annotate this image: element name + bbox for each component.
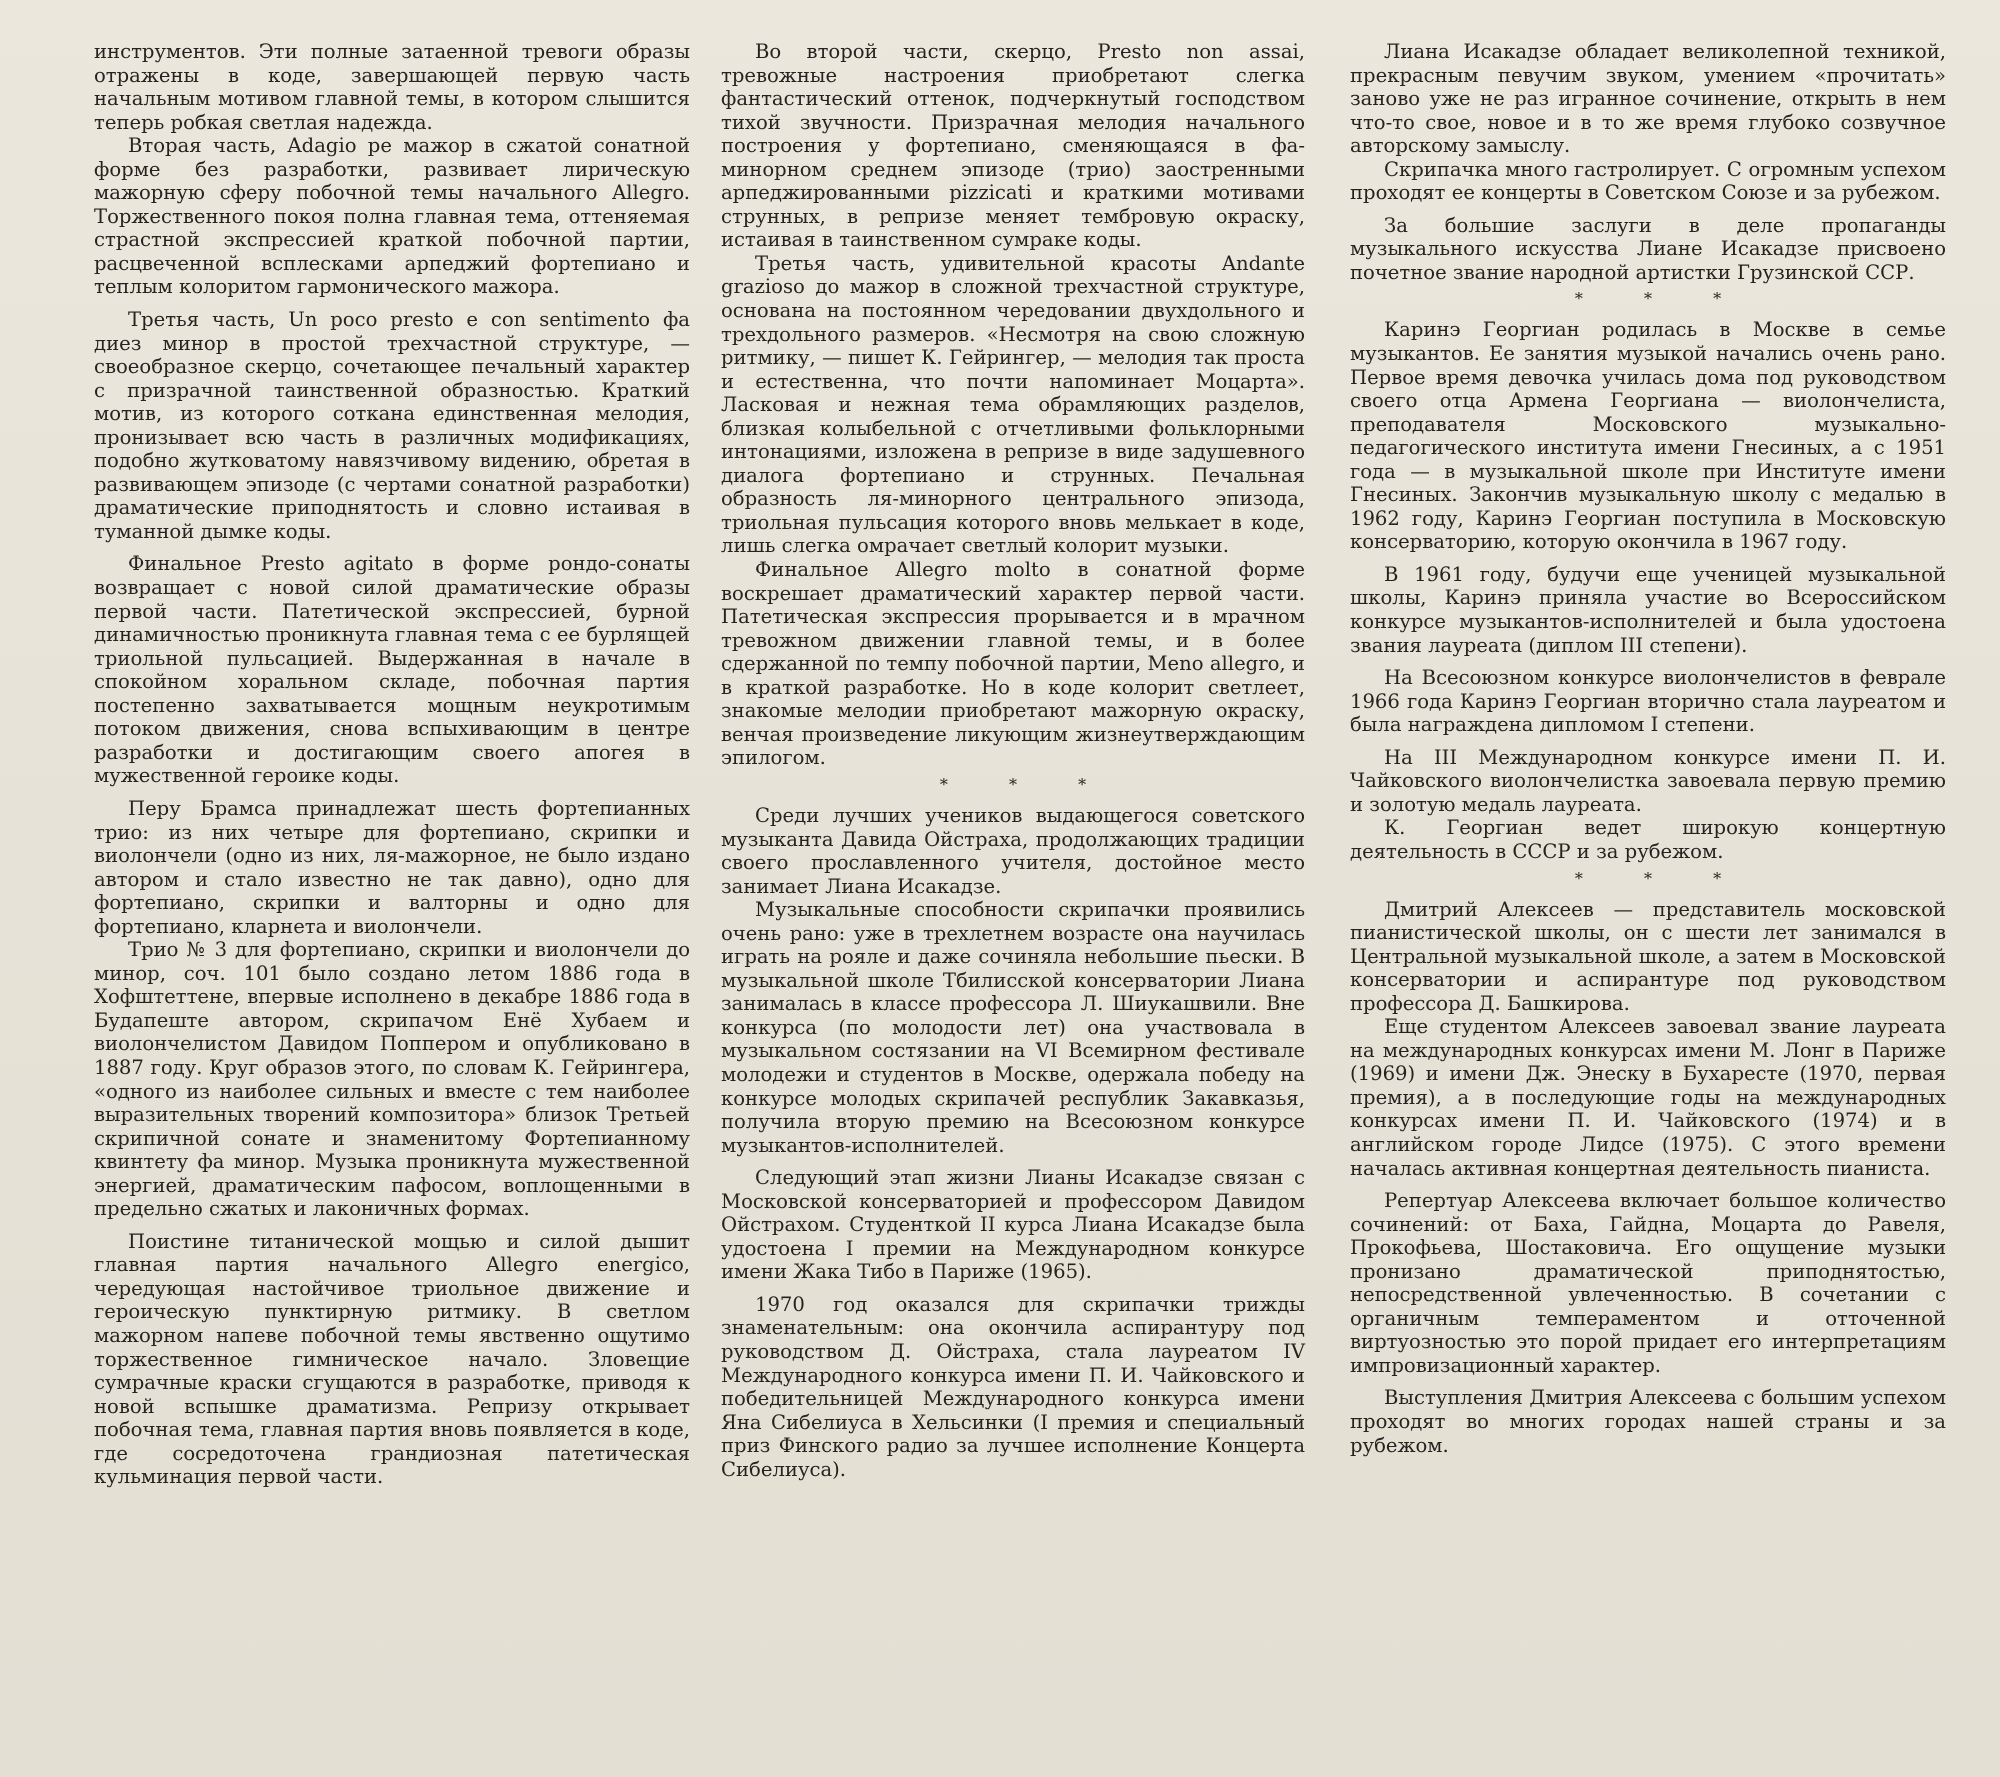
paragraph: На III Международном конкурсе имени П. И. Чайковского виолончелистка завоевала первую премию и золотую медаль лауреата. <box>1350 745 1946 816</box>
paragraph: Третья часть, удивительной красоты Andante grazioso до мажор в сложной трехчастной структуре, основана на постоянном чередовании двухдольного и трехдольного размеров. «Несмотря на свою сложную ритмику, — пишет К. Гейрингер, — мелодия так проста и естественна, что почти напоминает Моцарта». Ласковая и нежная тема обрамляющих разделов, близкая колыбельной с отчетливыми фольклорными интонациями, изложена в репризе в виде задушевного диалога фортепиано и струнных. Печальная образность ля-минорного центрального эпизода, триольная пульсация которого вновь мелькает в коде, лишь слегка омрачает светлый колорит музыки. <box>721 251 1305 558</box>
paragraph: Дмитрий Алексеев — представитель московской пианистической школы, он с шести лет занимался в Центральной музыкальной школе, а затем в Московской консерватории и аспирантуре под руководством профессора Д. Башкирова. <box>1350 897 1946 1015</box>
paragraph: Скрипачка много гастролирует. С огромным успехом проходят ее концерты в Советском Союзе и за рубежом. <box>1350 157 1946 205</box>
text-column-right <box>1350 40 1946 1457</box>
paragraph: Поистине титанической мощью и силой дышит главная партия начального Allegro energico, чередующая настойчивое триольное движение и героическую пунктирную ритмику. В светлом мажорном напеве побочной темы явственно ощутимо торжественное гимническое начало. Зловещие сумрачные краски сгущаются в разработке, приводя к новой вспышке драматизма. Репризу открывает побочная тема, главная партия вновь появляется в коде, где сосредоточена грандиозная патетическая кульминация первой части. <box>94 1229 690 1489</box>
paragraph: Следующий этап жизни Лианы Исакадзе связан с Московской консерваторией и профессором Давидом Ойстрахом. Студенткой II курса Лиана Исакадзе была удостоена I премии на Международном конкурсе имени Жака Тибо в Париже (1965). <box>721 1166 1305 1284</box>
paragraph: Трио № 3 для фортепиано, скрипки и виолончели до минор, соч. 101 было создано летом 1886 года в Хофштеттене, впервые исполнено в декабре 1886 года в Будапеште автором, скрипачом Енё Хубаем и виолончелистом Давидом Поппером и опубликовано в 1887 году. Круг образов этого, по словам К. Гейрингера, «одного из наиболее сильных и вместе с тем наиболее выразительных творений композитора» близок Третьей скрипичной сонате и знаменитому Фортепианному квинтету фа минор. Музыка проникнута мужественной энергией, драматическим пафосом, воплощенными в предельно сжатых и лаконичных формах. <box>94 938 690 1221</box>
paragraph: Репертуар Алексеева включает большое количество сочинений: от Баха, Гайдна, Моцарта до Равеля, Прокофьева, Шостаковича. Его ощущение музыки пронизано драматической приподнятостью, непосредственной увлеченностью. В сочетании с органичным темпераментом и отточенной виртуозностью это порой придает его интерпретациям импровизационный характер. <box>1350 1189 1946 1377</box>
section-separator: * * * <box>1574 868 1750 888</box>
section-separator: * * * <box>1574 289 1750 309</box>
paragraph: Среди лучших учеников выдающегося советского музыканта Давида Ойстраха, продолжающих традиции своего прославленного учителя, достойное место занимает Лиана Исакадзе. <box>721 803 1305 898</box>
paragraph: В 1961 году, будучи еще ученицей музыкальной школы, Каринэ приняла участие во Всероссийском конкурсе музыкантов-исполнителей и была удостоена звания лауреата (диплом III степени). <box>1350 562 1946 657</box>
paragraph: За большие заслуги в деле пропаганды музыкального искусства Лиане Исакадзе присвоено почетное звание народной артистки Грузинской ССР. <box>1350 213 1946 284</box>
paragraph: Каринэ Георгиан родилась в Москве в семье музыкантов. Ее занятия музыкой начались очень рано. Первое время девочка училась дома под руководством своего отца Армена Георгиана — виолончелиста, преподавателя Московского музыкально-педагогического института имени Гнесиных, а с 1951 года — в музыкальной школе при Институте имени Гнесиных. Закончив музыкальную школу с медалью в 1962 году, Каринэ Георгиан поступила в Московскую консерваторию, которую окончила в 1967 году. <box>1350 318 1946 554</box>
text-column-left <box>94 40 690 1489</box>
paragraph: 1970 год оказался для скрипачки трижды знаменательным: она окончила аспирантуру под руководством Д. Ойстраха, стала лауреатом IV Международного конкурса имени П. И. Чайковского и победительницей Международного конкурса имени Яна Сибелиуса в Хельсинки (I премия и специальный приз Финского радио за лучшее исполнение Концерта Сибелиуса). <box>721 1292 1305 1481</box>
paragraph: К. Георгиан ведет широкую концертную деятельность в СССР и за рубежом. <box>1350 816 1946 863</box>
paragraph: Финальное Presto agitato в форме рондо-сонаты возвращает с новой силой драматические образы первой части. Патетической экспрессией, бурной динамичностью проникнута главная тема с ее бурлящей триольной пульсацией. Выдержанная в начале в спокойном хоральном складе, побочная партия постепенно захватывается мощным неукротимым потоком движения, снова вспыхивающим в центре разработки и достигающим своего апогея в мужественной героике коды. <box>94 552 690 788</box>
paragraph: Перу Брамса принадлежат шесть фортепианных трио: из них четыре для фортепиано, скрипки и виолончели (одно из них, ля-мажорное, не было издано автором и стало известно не так давно), одно для фортепиано, скрипки и валторны и одно для фортепиано, кларнета и виолончели. <box>94 796 690 938</box>
paragraph: Выступления Дмитрия Алексеева с большим успехом проходят во многих городах нашей страны и за рубежом. <box>1350 1386 1946 1457</box>
paragraph: инструментов. Эти полные затаенной тревоги образы отражены в коде, завершающей первую часть начальным мотивом главной темы, в котором слышится теперь робкая светлая надежда. <box>94 40 690 134</box>
paragraph: На Всесоюзном конкурсе виолончелистов в феврале 1966 года Каринэ Георгиан вторично стала лауреатом и была награждена дипломом I степени. <box>1350 666 1946 737</box>
paragraph: Еще студентом Алексеев завоевал звание лауреата на международных конкурсах имени М. Лонг в Париже (1969) и имени Дж. Энеску в Бухаресте (1970, первая премия), а в последующие годы на международных конкурсах имени П. И. Чайковского (1974) и в английском городе Лидсе (1975). С этого времени началась активная концертная деятельность пианиста. <box>1350 1015 1946 1180</box>
paragraph: Лиана Исакадзе обладает великолепной техникой, прекрасным певучим звуком, умением «прочитать» заново уже не раз игранное сочинение, открыть в нем что-то свое, новое и в то же время глубоко созвучное авторскому замыслу. <box>1350 40 1946 158</box>
section-separator: * * * <box>939 774 1115 794</box>
paragraph: Финальное Allegro molto в сонатной форме воскрешает драматический характер первой части. Патетическая экспрессия прорывается и в мрачном тревожном движении главной темы, и в более сдержанной по темпу побочной партии, Meno allegro, и в краткой разработке. Но в коде колорит светлеет, знакомые мелодии приобретают мажорную окраску, венчая произведение ликующим жизнеутверждающим эпилогом. <box>721 558 1305 770</box>
paragraph: Третья часть, Un poco presto e con sentimento фа диез минор в простой трехчастной структуре, — своеобразное скерцо, сочетающее печальный характер с призрачной таинственной образностью. Краткий мотив, из которого соткана единственная мелодия, пронизывает всю часть в различных модификациях, подобно жутковатому навязчивому видению, обретая в развивающем эпизоде (с чертами сонатной разработки) драматические приподнятость и словно истаивая в туманной дымке коды. <box>94 308 690 543</box>
text-column-middle <box>721 40 1305 1481</box>
paragraph: Музыкальные способности скрипачки проявились очень рано: уже в трехлетнем возрасте она научилась играть на рояле и даже сочиняла небольшие пьески. В музыкальной школе Тбилисской консерватории Лиана занималась в классе профессора Л. Шиукашвили. Вне конкурса (по молодости лет) она участвовала в музыкальном состязании на VI Всемирном фестивале молодежи и студентов в Москве, одержала победу на конкурсе молодых скрипачей республик Закавказья, получила вторую премию на Всесоюзном конкурсе музыкантов-исполнителей. <box>721 898 1305 1157</box>
paragraph: Вторая часть, Adagio ре мажор в сжатой сонатной форме без разработки, развивает лирическую мажорную сферу побочной темы начального Allegro. Торжественного покоя полна главная тема, оттеняемая страстной экспрессией краткой побочной партии, расцвеченной всплесками арпеджий фортепиано и теплым колоритом гармонического мажора. <box>94 134 690 299</box>
paragraph: Во второй части, скерцо, Presto non assai, тревожные настроения приобретают слегка фантастический оттенок, подчеркнутый господством тихой звучности. Призрачная мелодия начального построения у фортепиано, сменяющаяся в фа-минорном среднем эпизоде (трио) заостренными арпеджированными pizzicati и краткими мотивами струнных, в репризе меняет тембровую окраску, истаивая в таинственном сумраке коды. <box>721 40 1305 252</box>
